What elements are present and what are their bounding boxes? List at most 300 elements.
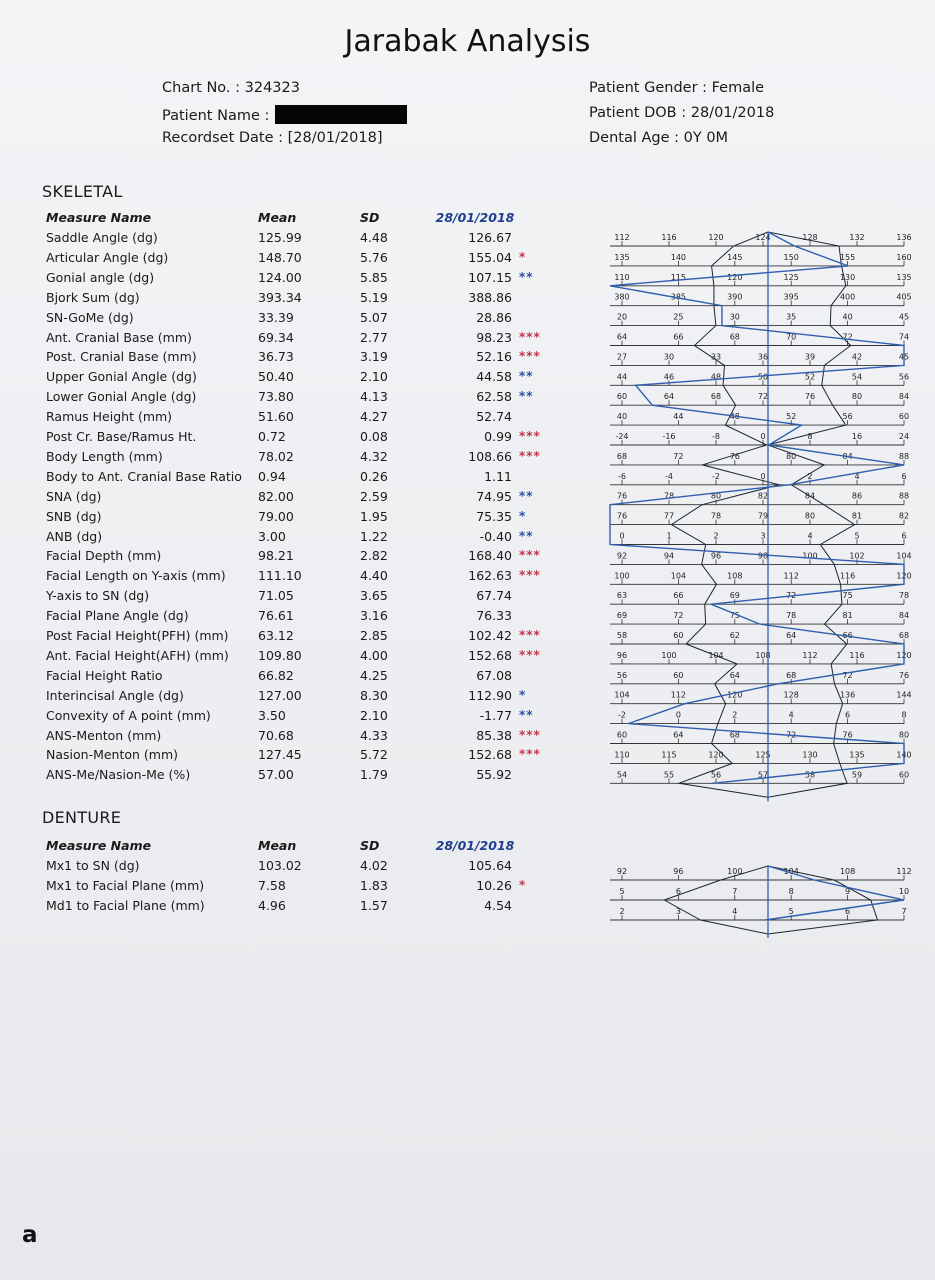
mean-value: 3.50	[258, 707, 286, 723]
scale-tick-label: 160	[896, 252, 912, 262]
scale-tick-label: 130	[802, 750, 818, 760]
mean-value: 125.99	[258, 230, 302, 245]
measured-value: 155.04	[468, 249, 512, 265]
measured-value: 152.68	[468, 747, 512, 763]
scale-tick-label: 6	[901, 471, 907, 481]
scale-tick-label: 63	[616, 591, 628, 601]
sd-value: 2.82	[360, 548, 388, 564]
figure-letter: a	[22, 1222, 38, 1248]
scale-tick-label: 5	[788, 907, 794, 916]
measured-value: 152.68	[468, 647, 512, 663]
scale-tick-label: 78	[710, 511, 722, 521]
scale-tick-label: 140	[670, 252, 687, 262]
scale-tick-label: 33	[710, 352, 722, 362]
scale-tick-label: 405	[896, 292, 912, 302]
sd-value: 4.48	[360, 230, 388, 245]
scale-tick-label: 0	[675, 710, 681, 720]
scale-tick-label: 144	[896, 690, 912, 700]
mean-value: 71.05	[258, 588, 294, 604]
measured-value: 67.74	[476, 588, 512, 604]
mean-value: 78.02	[258, 448, 294, 464]
measured-value: -1.77	[479, 707, 512, 723]
scale-tick-label: 8	[901, 710, 907, 720]
scale-tick-label: 5	[619, 887, 625, 896]
scale-tick-label: 45	[898, 352, 910, 362]
scale-tick-label: 125	[755, 750, 771, 760]
measured-value: 76.33	[476, 608, 512, 624]
measure-name: Upper Gonial Angle (dg)	[46, 369, 197, 385]
sd-value: 5.19	[360, 289, 388, 305]
scale-tick-label: 72	[842, 332, 853, 342]
sd-value: 2.59	[360, 488, 388, 504]
mean-value: 82.00	[258, 488, 294, 504]
scale-tick-label: 40	[842, 312, 853, 322]
scale-tick-label: 100	[802, 551, 818, 561]
measure-name: Articular Angle (dg)	[46, 249, 169, 265]
scale-tick-label: 84	[898, 392, 910, 402]
mean-value: 127.45	[258, 747, 302, 763]
sd-value: 3.19	[360, 349, 388, 365]
scale-tick-label: 30	[663, 352, 675, 362]
sd-value: 4.33	[360, 727, 388, 743]
scale-tick-label: 64	[729, 670, 740, 680]
scale-tick-label: 80	[851, 392, 863, 402]
measured-value: 67.08	[476, 667, 512, 683]
deviation-flag: *	[519, 877, 527, 892]
column-header-name: Measure Name	[46, 838, 152, 853]
scale-tick-label: 76	[729, 451, 740, 461]
chart-number: Chart No. : 324323	[162, 80, 300, 96]
scale-tick-label: 45	[898, 312, 910, 322]
mean-value: 70.68	[258, 727, 294, 743]
sd-value: 1.83	[360, 877, 388, 893]
scale-tick-label: 54	[851, 372, 863, 382]
scale-tick-label: 5	[854, 531, 860, 541]
measure-name: SNB (dg)	[46, 508, 102, 524]
sd-value: 1.57	[360, 897, 388, 913]
deviation-flag: ***	[519, 727, 541, 742]
measure-name: Post Cr. Base/Ramus Ht.	[46, 429, 197, 444]
scale-tick-label: 64	[673, 730, 684, 740]
deviation-flag: ***	[519, 747, 541, 762]
deviation-flag: *	[519, 687, 527, 702]
scale-tick-label: 2	[732, 710, 738, 720]
scale-tick-label: 120	[727, 272, 743, 282]
scale-tick-label: 72	[673, 451, 684, 461]
sd-value: 2.85	[360, 628, 388, 643]
scale-tick-label: 140	[896, 750, 912, 760]
scale-tick-label: 56	[616, 670, 628, 680]
measured-value: 108.66	[468, 448, 512, 464]
measured-value: 112.90	[468, 687, 512, 703]
scale-tick-label: 20	[616, 312, 628, 322]
mean-value: 51.60	[258, 409, 294, 425]
measure-name: Body Length (mm)	[46, 448, 163, 464]
scale-tick-label: 72	[757, 392, 769, 402]
scale-tick-label: 76	[616, 491, 628, 501]
measured-value: 107.15	[468, 269, 512, 285]
measure-name: Post. Cranial Base (mm)	[46, 349, 197, 365]
scale-tick-label: 150	[783, 252, 799, 262]
mean-value: 0.94	[258, 468, 286, 484]
measured-value: 126.67	[468, 230, 512, 245]
skeletal-section-title: SKELETAL	[42, 182, 123, 201]
scale-tick-label: -16	[662, 432, 676, 441]
measured-value: 85.38	[476, 727, 512, 743]
patient-value-polyline	[610, 232, 907, 783]
scale-tick-label: 100	[614, 571, 630, 581]
scale-tick-label: 72	[786, 591, 797, 601]
scale-tick-label: 76	[898, 670, 910, 680]
scale-tick-label: 94	[663, 551, 675, 561]
column-header-sd: SD	[360, 838, 380, 853]
sd-value: 5.76	[360, 249, 388, 265]
scale-tick-label: 10	[898, 887, 910, 896]
scale-tick-label: 59	[851, 770, 863, 780]
measure-name: Mx1 to Facial Plane (mm)	[46, 877, 205, 893]
deviation-flag: ***	[519, 448, 541, 463]
scale-tick-label: 120	[727, 690, 743, 700]
scale-tick-label: 40	[616, 412, 628, 422]
scale-tick-label: 124	[755, 233, 771, 242]
scale-tick-label: 79	[757, 511, 769, 521]
denture-section-title: DENTURE	[42, 808, 122, 827]
deviation-flag: **	[519, 488, 534, 503]
deviation-flag: *	[519, 249, 527, 264]
mean-value: 69.34	[258, 329, 294, 345]
scale-tick-label: 145	[727, 252, 743, 262]
scale-tick-label: 6	[845, 907, 851, 916]
dental-age: Dental Age : 0Y 0M	[589, 130, 729, 146]
mean-value: 393.34	[258, 289, 302, 305]
measure-name: Ramus Height (mm)	[46, 409, 173, 425]
scale-tick-label: 96	[616, 650, 628, 660]
sd-value: 3.16	[360, 608, 388, 624]
scale-tick-label: 80	[804, 511, 816, 521]
scale-tick-label: 68	[616, 451, 628, 461]
scale-tick-label: 6	[675, 887, 681, 896]
sd-value: 5.72	[360, 747, 388, 763]
mean-value: 111.10	[258, 568, 302, 584]
measure-name: Body to Ant. Cranial Base Ratio	[46, 468, 242, 484]
scale-tick-label: 30	[729, 312, 740, 322]
scale-tick-label: -6	[618, 471, 626, 481]
sd-value: 0.08	[360, 429, 388, 444]
measure-name: Facial Height Ratio	[46, 667, 163, 683]
scale-tick-label: 60	[673, 670, 684, 680]
mean-value: 98.21	[258, 548, 294, 564]
scale-tick-label: 44	[616, 372, 628, 382]
scale-tick-label: -2	[618, 710, 626, 720]
scale-tick-label: 78	[663, 491, 675, 501]
measure-name: Convexity of A point (mm)	[46, 707, 211, 723]
scale-tick-label: 52	[786, 412, 797, 422]
scale-tick-label: 50	[757, 372, 769, 382]
scale-tick-label: 120	[708, 750, 724, 760]
scale-tick-label: 120	[708, 233, 724, 242]
mean-value: 109.80	[258, 647, 302, 663]
scale-tick-label: 136	[839, 690, 856, 700]
mean-value: 124.00	[258, 269, 302, 285]
scale-tick-label: 64	[663, 392, 675, 402]
scale-tick-label: 39	[804, 352, 816, 362]
mean-value: 66.82	[258, 667, 294, 683]
column-header-name: Measure Name	[46, 210, 152, 225]
scale-tick-label: 60	[616, 392, 628, 402]
sd-value: 4.25	[360, 667, 388, 683]
sd-value: 4.32	[360, 448, 388, 464]
scale-tick-label: 108	[755, 650, 771, 660]
scale-tick-label: 110	[614, 272, 630, 282]
measured-value: 52.74	[476, 409, 512, 425]
scale-tick-label: 36	[757, 352, 769, 362]
recordset-date: Recordset Date : [28/01/2018]	[162, 130, 383, 146]
sd-value: 4.02	[360, 858, 388, 873]
sd-value: 5.85	[360, 269, 388, 285]
measure-name: Md1 to Facial Plane (mm)	[46, 897, 205, 913]
scale-tick-label: 62	[729, 631, 740, 640]
measured-value: 74.95	[476, 488, 512, 504]
scale-tick-label: 80	[710, 491, 722, 501]
scale-tick-label: 84	[842, 451, 853, 461]
scale-tick-label: 44	[673, 412, 684, 422]
scale-tick-label: 88	[898, 451, 910, 461]
deviation-flag: ***	[519, 628, 541, 642]
scale-tick-label: 96	[673, 867, 684, 876]
scale-tick-label: 92	[616, 551, 628, 561]
sd-value: 1.79	[360, 767, 388, 783]
scale-tick-label: 66	[673, 591, 684, 601]
scale-tick-label: 135	[614, 252, 630, 262]
scale-tick-label: 82	[757, 491, 769, 501]
scale-tick-label: 56	[710, 770, 722, 780]
scale-tick-label: 136	[896, 233, 912, 242]
deviation-flag: *	[519, 508, 527, 523]
sd-value: 2.10	[360, 369, 388, 385]
mean-value: 148.70	[258, 249, 302, 265]
measured-value: 75.35	[476, 508, 512, 524]
mean-value: 33.39	[258, 309, 294, 325]
mean-value: 7.58	[258, 877, 286, 893]
sd-value: 4.00	[360, 647, 388, 663]
mean-value: 50.40	[258, 369, 294, 385]
measure-name: Facial Length on Y-axis (mm)	[46, 568, 226, 584]
measure-name: Bjork Sum (dg)	[46, 289, 140, 305]
scale-tick-label: 27	[616, 352, 628, 362]
measure-name: ANS-Menton (mm)	[46, 727, 162, 743]
measure-name: Ant. Facial Height(AFH) (mm)	[46, 647, 229, 663]
scale-tick-label: 135	[849, 750, 865, 760]
mean-value: 0.72	[258, 429, 286, 444]
page-title: Jarabak Analysis	[344, 24, 591, 59]
scale-tick-label: 66	[842, 631, 853, 640]
column-header-sd: SD	[360, 210, 380, 225]
measure-name: ANS-Me/Nasion-Me (%)	[46, 767, 191, 783]
measure-name: Facial Plane Angle (dg)	[46, 608, 189, 624]
scale-tick-label: 8	[788, 887, 794, 896]
scale-tick-label: 132	[849, 233, 865, 242]
measured-value: -0.40	[479, 528, 512, 544]
sd-value: 4.40	[360, 568, 388, 584]
scale-tick-label: 130	[839, 272, 856, 282]
measured-value: 62.58	[476, 389, 512, 405]
sd-value: 2.77	[360, 329, 388, 345]
sd-value: 3.65	[360, 588, 388, 604]
scale-tick-label: 110	[614, 750, 630, 760]
scale-tick-label: 64	[786, 631, 797, 640]
scale-tick-label: 0	[619, 531, 625, 541]
scale-tick-label: 78	[786, 611, 797, 621]
scale-tick-label: 92	[616, 867, 628, 876]
scale-tick-label: 116	[661, 233, 677, 242]
patient-dob: Patient DOB : 28/01/2018	[589, 105, 775, 121]
measured-value: 162.63	[468, 568, 512, 584]
scale-tick-label: 112	[802, 650, 818, 660]
measured-value: 388.86	[468, 289, 512, 305]
mean-value: 79.00	[258, 508, 294, 524]
scale-tick-label: 104	[614, 690, 630, 700]
scale-tick-label: 104	[670, 571, 687, 581]
deviation-flag: ***	[519, 429, 541, 443]
sd-value: 1.95	[360, 508, 388, 524]
mean-value: 103.02	[258, 858, 302, 873]
scale-tick-label: 84	[804, 491, 816, 501]
scale-tick-label: 120	[896, 571, 912, 581]
scale-tick-label: 16	[851, 432, 863, 441]
mean-value: 3.00	[258, 528, 286, 544]
measured-value: 52.16	[476, 349, 512, 365]
scale-tick-label: 35	[786, 312, 797, 322]
scale-tick-label: 56	[842, 412, 853, 422]
scale-tick-label: 4	[732, 907, 738, 916]
scale-tick-label: 96	[710, 551, 722, 561]
measure-name: Mx1 to SN (dg)	[46, 858, 140, 873]
scale-tick-label: 68	[786, 670, 797, 680]
deviation-flag: **	[519, 528, 534, 543]
measure-name: Saddle Angle (dg)	[46, 230, 158, 245]
scale-tick-label: 70	[786, 332, 797, 342]
scale-tick-label: 112	[896, 867, 912, 876]
scale-tick-label: 395	[783, 292, 799, 302]
scale-tick-label: 1	[666, 531, 672, 541]
scale-tick-label: 60	[898, 770, 910, 780]
scale-tick-label: 385	[670, 292, 687, 302]
mean-value: 76.61	[258, 608, 294, 624]
scale-tick-label: 108	[727, 571, 743, 581]
scale-tick-label: 4	[788, 710, 794, 720]
denture-polygon-chart	[608, 848, 912, 938]
scale-tick-label: 46	[663, 372, 675, 382]
deviation-flag: ***	[519, 548, 541, 563]
scale-tick-label: 76	[616, 511, 628, 521]
mean-value: 4.96	[258, 897, 286, 913]
scale-tick-label: 380	[614, 292, 630, 302]
measured-value: 98.23	[476, 329, 512, 345]
skeletal-polygon-chart	[608, 222, 912, 802]
measured-value: 10.26	[476, 877, 512, 893]
scale-tick-label: 3	[760, 531, 766, 541]
scale-tick-label: 52	[804, 372, 816, 382]
scale-tick-label: 2	[807, 471, 813, 481]
scale-tick-label: 84	[898, 611, 910, 621]
scale-tick-label: 0	[760, 432, 766, 441]
scale-tick-label: 112	[614, 233, 630, 242]
scale-tick-label: 6	[845, 710, 851, 720]
column-header-mean: Mean	[258, 210, 297, 225]
scale-tick-label: 116	[849, 650, 865, 660]
scale-tick-label: 81	[842, 611, 853, 621]
patient-gender: Patient Gender : Female	[589, 80, 765, 96]
scale-tick-label: 104	[896, 551, 912, 561]
measure-name: SN-GoMe (dg)	[46, 309, 134, 325]
scale-tick-label: 155	[839, 252, 856, 262]
scale-tick-label: 72	[786, 730, 797, 740]
scale-tick-label: 7	[901, 907, 907, 916]
deviation-flag: **	[519, 369, 534, 384]
scale-tick-label: 42	[851, 352, 863, 362]
scale-tick-label: 68	[729, 332, 740, 342]
scale-tick-label: 60	[898, 412, 910, 422]
measured-value: 1.11	[484, 468, 512, 484]
scale-tick-label: 56	[898, 372, 910, 382]
measure-name: Lower Gonial Angle (dg)	[46, 389, 197, 405]
scale-tick-label: 74	[898, 332, 910, 342]
scale-tick-label: 2	[713, 531, 719, 541]
mean-value: 73.80	[258, 389, 294, 405]
scale-tick-label: 48	[729, 412, 740, 422]
measured-value: 4.54	[484, 897, 512, 913]
scale-tick-label: 115	[670, 272, 687, 282]
scale-tick-label: 128	[783, 690, 799, 700]
measure-name: Gonial angle (dg)	[46, 269, 155, 285]
scale-tick-label: 64	[616, 332, 628, 342]
scale-tick-label: 4	[807, 531, 813, 541]
scale-tick-label: 125	[783, 272, 799, 282]
sd-value: 4.13	[360, 389, 388, 405]
scale-tick-label: 128	[802, 233, 818, 242]
scale-tick-label: 2	[619, 907, 625, 916]
scale-tick-label: -24	[615, 432, 629, 441]
measure-name: Post Facial Height(PFH) (mm)	[46, 628, 229, 643]
scale-tick-label: 3	[675, 907, 681, 916]
scale-tick-label: 82	[898, 511, 910, 521]
scale-tick-label: 400	[839, 292, 856, 302]
measured-value: 105.64	[468, 858, 512, 873]
deviation-flag: ***	[519, 647, 541, 662]
measure-name: Facial Depth (mm)	[46, 548, 162, 564]
scale-tick-label: -2	[712, 471, 720, 481]
scale-tick-label: -8	[712, 432, 720, 441]
scale-tick-label: 68	[710, 392, 722, 402]
deviation-flag: ***	[519, 568, 541, 583]
scale-tick-label: 108	[839, 867, 856, 876]
scale-tick-label: 72	[673, 611, 684, 621]
measure-name: Ant. Cranial Base (mm)	[46, 329, 192, 345]
patient-name-label: Patient Name :	[162, 108, 270, 124]
scale-tick-label: 77	[663, 511, 675, 521]
measure-name: SNA (dg)	[46, 488, 102, 504]
scale-tick-label: 115	[661, 750, 677, 760]
scale-tick-label: 76	[804, 392, 816, 402]
mean-value: 63.12	[258, 628, 294, 643]
scale-tick-label: 4	[854, 471, 860, 481]
column-header-date: 28/01/2018	[435, 838, 515, 853]
measured-value: 102.42	[468, 628, 512, 643]
scale-tick-label: 9	[845, 887, 851, 896]
scale-tick-label: 112	[670, 690, 687, 700]
deviation-flag: **	[519, 389, 534, 404]
scale-tick-label: 75	[842, 591, 853, 601]
